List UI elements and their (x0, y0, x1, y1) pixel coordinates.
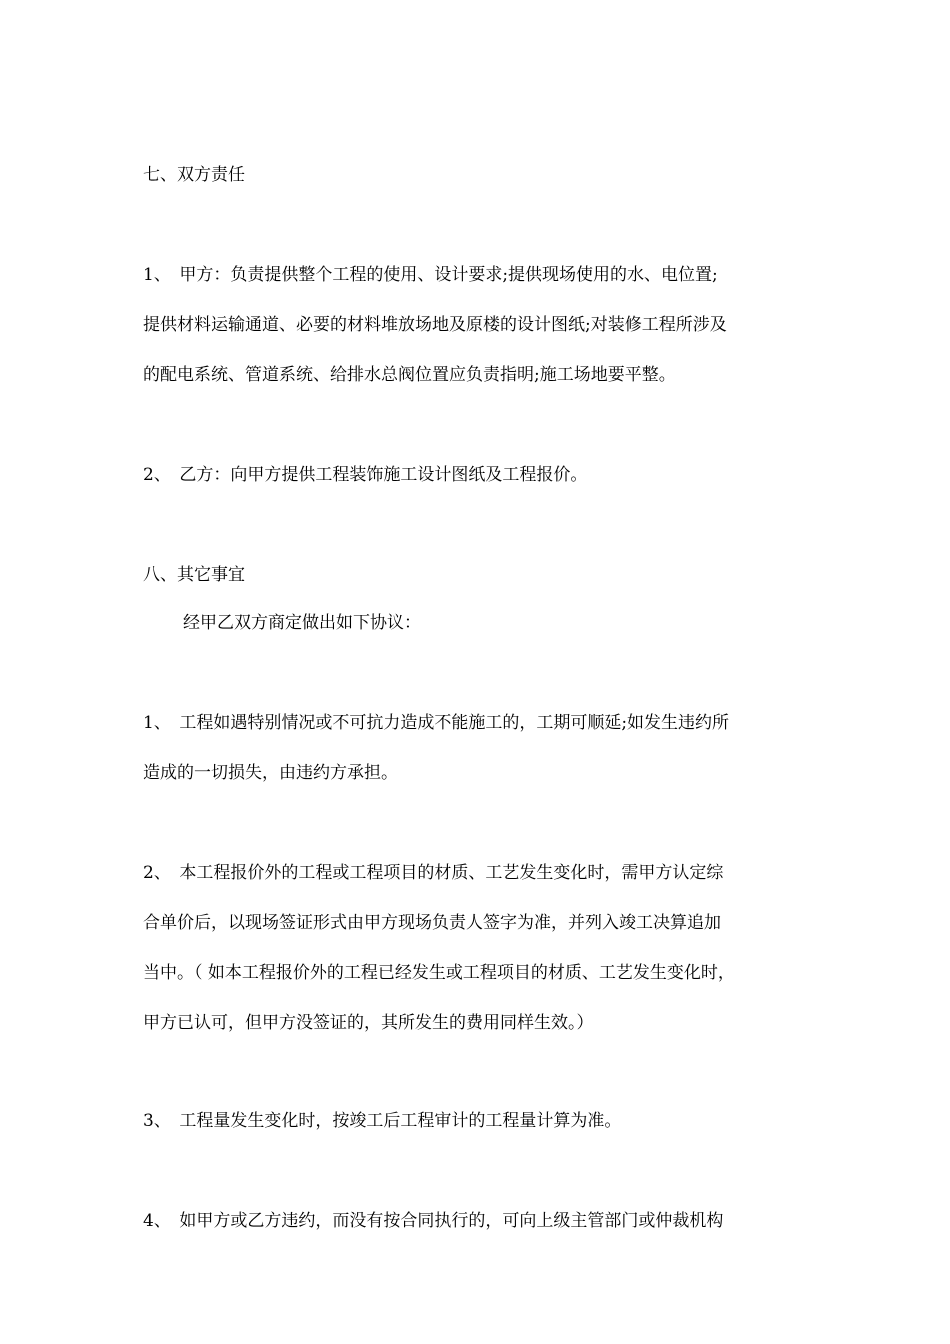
section-8-item-2-line-1: 2、 本工程报价外的工程或工程项目的材质、工艺发生变化时，需甲方认定综 (143, 863, 724, 883)
section-7-item-1-line-2: 提供材料运输通道、必要的材料堆放场地及原楼的设计图纸;对装修工程所涉及 (143, 315, 727, 335)
section-8-item-1-line-1: 1、 工程如遇特别情况或不可抗力造成不能施工的，工期可顺延;如发生违约所 (143, 713, 730, 733)
section-8-item-4-line-1: 4、 如甲方或乙方违约，而没有按合同执行的，可向上级主管部门或仲裁机构 (143, 1211, 724, 1231)
section-7-item-2-line-1: 2、 乙方：向甲方提供工程装饰施工设计图纸及工程报价。 (143, 465, 588, 485)
section-7-heading: 七、双方责任 (143, 165, 245, 185)
section-8-heading: 八、其它事宜 (143, 565, 245, 585)
section-7-item-1-line-3: 的配电系统、管道系统、给排水总阀位置应负责指明;施工场地要平整。 (143, 365, 676, 385)
section-8-item-3-line-1: 3、 工程量发生变化时，按竣工后工程审计的工程量计算为准。 (143, 1111, 622, 1131)
section-8-item-2-line-3: 当中。（ 如本工程报价外的工程已经发生或工程项目的材质、工艺发生变化时， (143, 963, 735, 983)
section-8-intro: 经甲乙双方商定做出如下协议： (183, 613, 421, 633)
section-7-item-1-line-1: 1、 甲方：负责提供整个工程的使用、设计要求;提供现场使用的水、电位置; (143, 265, 718, 285)
section-8-item-2-line-4: 甲方已认可，但甲方没签证的，其所发生的费用同样生效。） (143, 1013, 594, 1033)
section-8-item-1-line-2: 造成的一切损失，由违约方承担。 (143, 763, 398, 783)
section-8-item-2-line-2: 合单价后，以现场签证形式由甲方现场负责人签字为准，并列入竣工决算追加 (143, 913, 721, 933)
